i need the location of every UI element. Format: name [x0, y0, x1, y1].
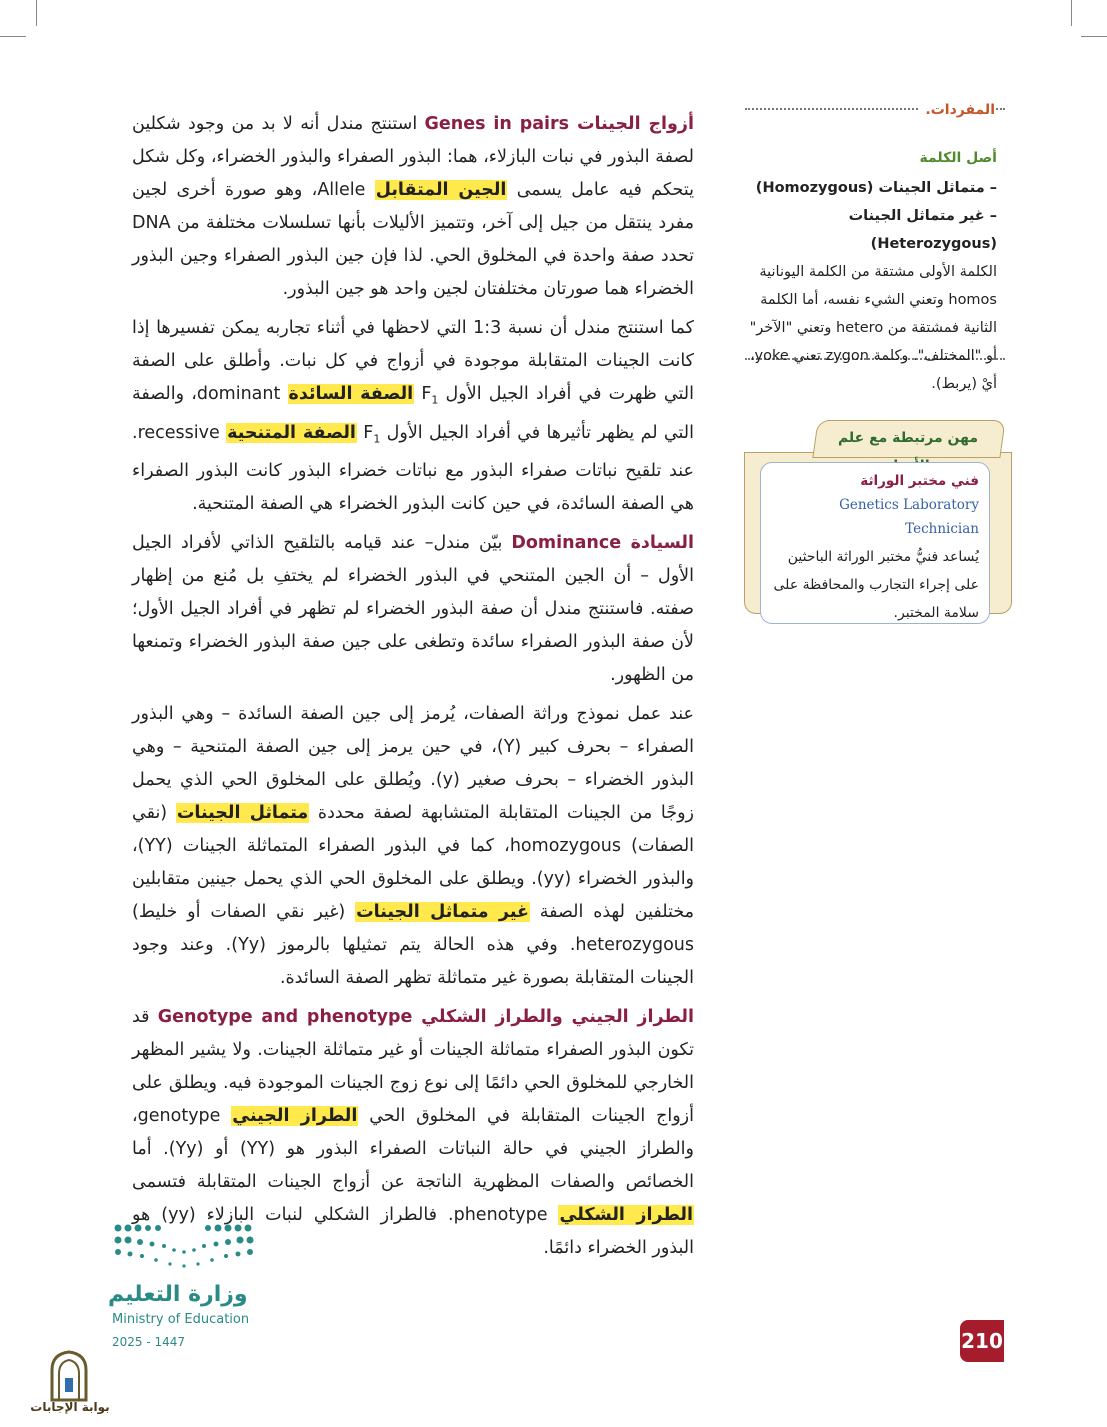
- text: dominant، والصفة التي لم يظهر تأثيرها في أفراد الجيل الأول F: [132, 384, 694, 443]
- paragraph-homozygous: [132, 698, 694, 995]
- vocabulary-heading: المفردات.: [919, 96, 995, 124]
- career-title: فني مختبر الوراثة: [860, 473, 979, 489]
- text: genotype، والطراز الجيني في حالة النباتات الصفراء البذور هو (YY) أو (Yy). أما الخصائص والصفات المظهرية الناتجة عن أزواج الجينات المتقابلة فتسمى: [132, 1106, 694, 1192]
- ministry-year: 2025 - 1447: [112, 1335, 186, 1349]
- page-number: 210: [960, 1320, 1004, 1362]
- highlight-recessive: الصفة المتنحية: [227, 422, 356, 443]
- watermark-text: بوابة الإجابات: [30, 1400, 110, 1414]
- keyword-dominance: السيادة Dominance: [511, 533, 694, 553]
- highlight-phenotype: الطراز الشكلي: [559, 1205, 693, 1225]
- crop-mark-top-left-v: [36, 0, 37, 26]
- highlight-dominant: الصفة السائدة: [288, 384, 414, 404]
- text: phenotype. فالطراز الشكلي لنبات البازلاء (yy) هو البذور الخضراء دائمًا.: [132, 1205, 694, 1258]
- word-origin-text: الكلمة الأولى مشتقة من الكلمة اليونانية homos وتعني الشيء نفسه، أما الكلمة الثانية فمشتقة من hetero وتعني "الآخر" أو "المختلف". وكلمة zygon تعني yoke، أيْ (يربط).: [749, 264, 997, 392]
- term-heterozygous: – غير متماثل الجينات (Heterozygous): [848, 208, 997, 252]
- highlight-allele: الجين المتقابل: [375, 180, 507, 200]
- keyword-genotype-phenotype: الطراز الجيني والطراز الشكلي Genotype and phenotype: [157, 1007, 694, 1027]
- text: قد تكون البذور الصفراء متماثلة الجينات أو غير متماثلة الجينات. ولا يشير المظهر الخارجي للمخلوق الحي دائمًا إلى نوع زوج الجينات الموجودة فيه. ويطلق على أزواج الجينات المتقابلة في المخلوق الحي: [132, 1007, 694, 1126]
- text: recessive. عند تلقيح نباتات صفراء البذور مع نباتات خضراء البذور كانت البذور الصفراء هي الصفة السائدة، في حين كانت البذور الخضراء هي الصفة المتنحية.: [132, 422, 694, 514]
- career-description: يُساعد فنيُّ مختبر الوراثة الباحثين على إجراء التجارب والمحافظة على سلامة المختبر.: [773, 549, 979, 621]
- text: استنتج مندل أنه لا بد من وجود شكلين لصفة البذور في نبات البازلاء، هما: البذور الصفراء والبذور الخضراء، وكل شكل يتحكم فيه عامل يسمى: [132, 114, 694, 200]
- answers-portal-logo-icon: [48, 1350, 90, 1402]
- paragraph-dominant-recessive: [132, 312, 694, 521]
- main-text-column: [132, 108, 694, 1271]
- vocabulary-box: [745, 102, 1005, 392]
- subscript: 1: [373, 432, 381, 445]
- career-card: [760, 462, 990, 624]
- text: عند عمل نموذج وراثة الصفات، يُرمز إلى جين الصفة السائدة – وهي البذور الصفراء – بحرف كبير (Y)، في حين يرمز إلى جين الصفة المتنحية – وهي البذور الخضراء – بحرف صغير (y). ويُطلق على المخلوق الحي الذي يحمل زوجًا من الجينات المتقابلة المتشابهة لصفة محددة: [132, 704, 694, 823]
- highlight-genotype: الطراز الجيني: [232, 1106, 358, 1126]
- keyword-genes-in-pairs: أزواج الجينات Genes in pairs: [424, 114, 695, 134]
- crop-mark-top-left-h: [0, 36, 26, 37]
- text: كما استنتج مندل أن نسبة 1:3 التي لاحظها في أثناء تجاربه يمكن تفسيرها إذا كانت الجينات المتقابلة موجودة في أزواج في كل نبات. وأطلق على الصفة التي ظهرت في أفراد الجيل الأول F: [132, 318, 694, 404]
- career-title-english: Genetics Laboratory Technician: [839, 497, 979, 537]
- ministry-logo-dots-icon: [112, 1220, 256, 1274]
- ministry-name-arabic: وزارة التعليم: [108, 1282, 248, 1307]
- subscript: 1: [431, 393, 439, 407]
- text: Allele، وهو صورة أخرى لجين مفرد ينتقل من جيل إلى آخر، وتتميز الأليلات بأنها تسلسلات مختلفة من DNA تحدد صفة واحدة في المخلوق الحي. لذا فإن جين البذور الصفراء وجين البذور الخضراء هما صورتان مختلفتان لجين واحد هو جين البذور.: [132, 180, 694, 299]
- ministry-name-english: Ministry of Education: [112, 1312, 250, 1327]
- text: (غير نقي الصفات أو خليط) heterozygous. وفي هذه الحالة يتم تمثيلها بالرموز (Yy). وعند وجود الجينات المتقابلة بصورة غير متماثلة تظهر الصفة السائدة.: [132, 902, 694, 988]
- careers-tab-title: مهن مرتبطة مع علم: [837, 430, 979, 446]
- paragraph-dominance: [132, 527, 694, 692]
- term-homozygous: – متماثل الجينات (Homozygous): [755, 180, 997, 196]
- text: (نقي الصفات) homozygous، كما في البذور الصفراء المتماثلة الجينات (YY)، والبذور الخضراء (yy). ويطلق على المخلوق الحي الذي يحمل جينين متقابلين مختلفين لهذه الصفة: [132, 803, 695, 922]
- text: بيّن مندل– عند قيامه بالتلقيح الذاتي لأفراد الجيل الأول – أن الجين المتنحي في البذور الخضراء لم يختفِ بل مُنع من إظهار صفته. فاستنتج مندل أن صفة البذور الخضراء لم تظهر في أفراد الجيل الأول؛ لأن صفة البذور الصفراء سائدة وتطغى على جين صفة البذور الخضراء وتمنعها من الظهور.: [132, 533, 694, 685]
- highlight-heterozygous: غير متماثل الجينات: [356, 902, 529, 922]
- vocabulary-body: [747, 144, 997, 398]
- word-origin-heading: أصل الكلمة: [919, 150, 997, 166]
- crop-mark-top-right-h: [1081, 36, 1107, 37]
- crop-mark-top-right-v: [1071, 0, 1072, 26]
- paragraph-genes-in-pairs: [132, 108, 694, 306]
- highlight-homozygous: متماثل الجينات: [176, 803, 309, 823]
